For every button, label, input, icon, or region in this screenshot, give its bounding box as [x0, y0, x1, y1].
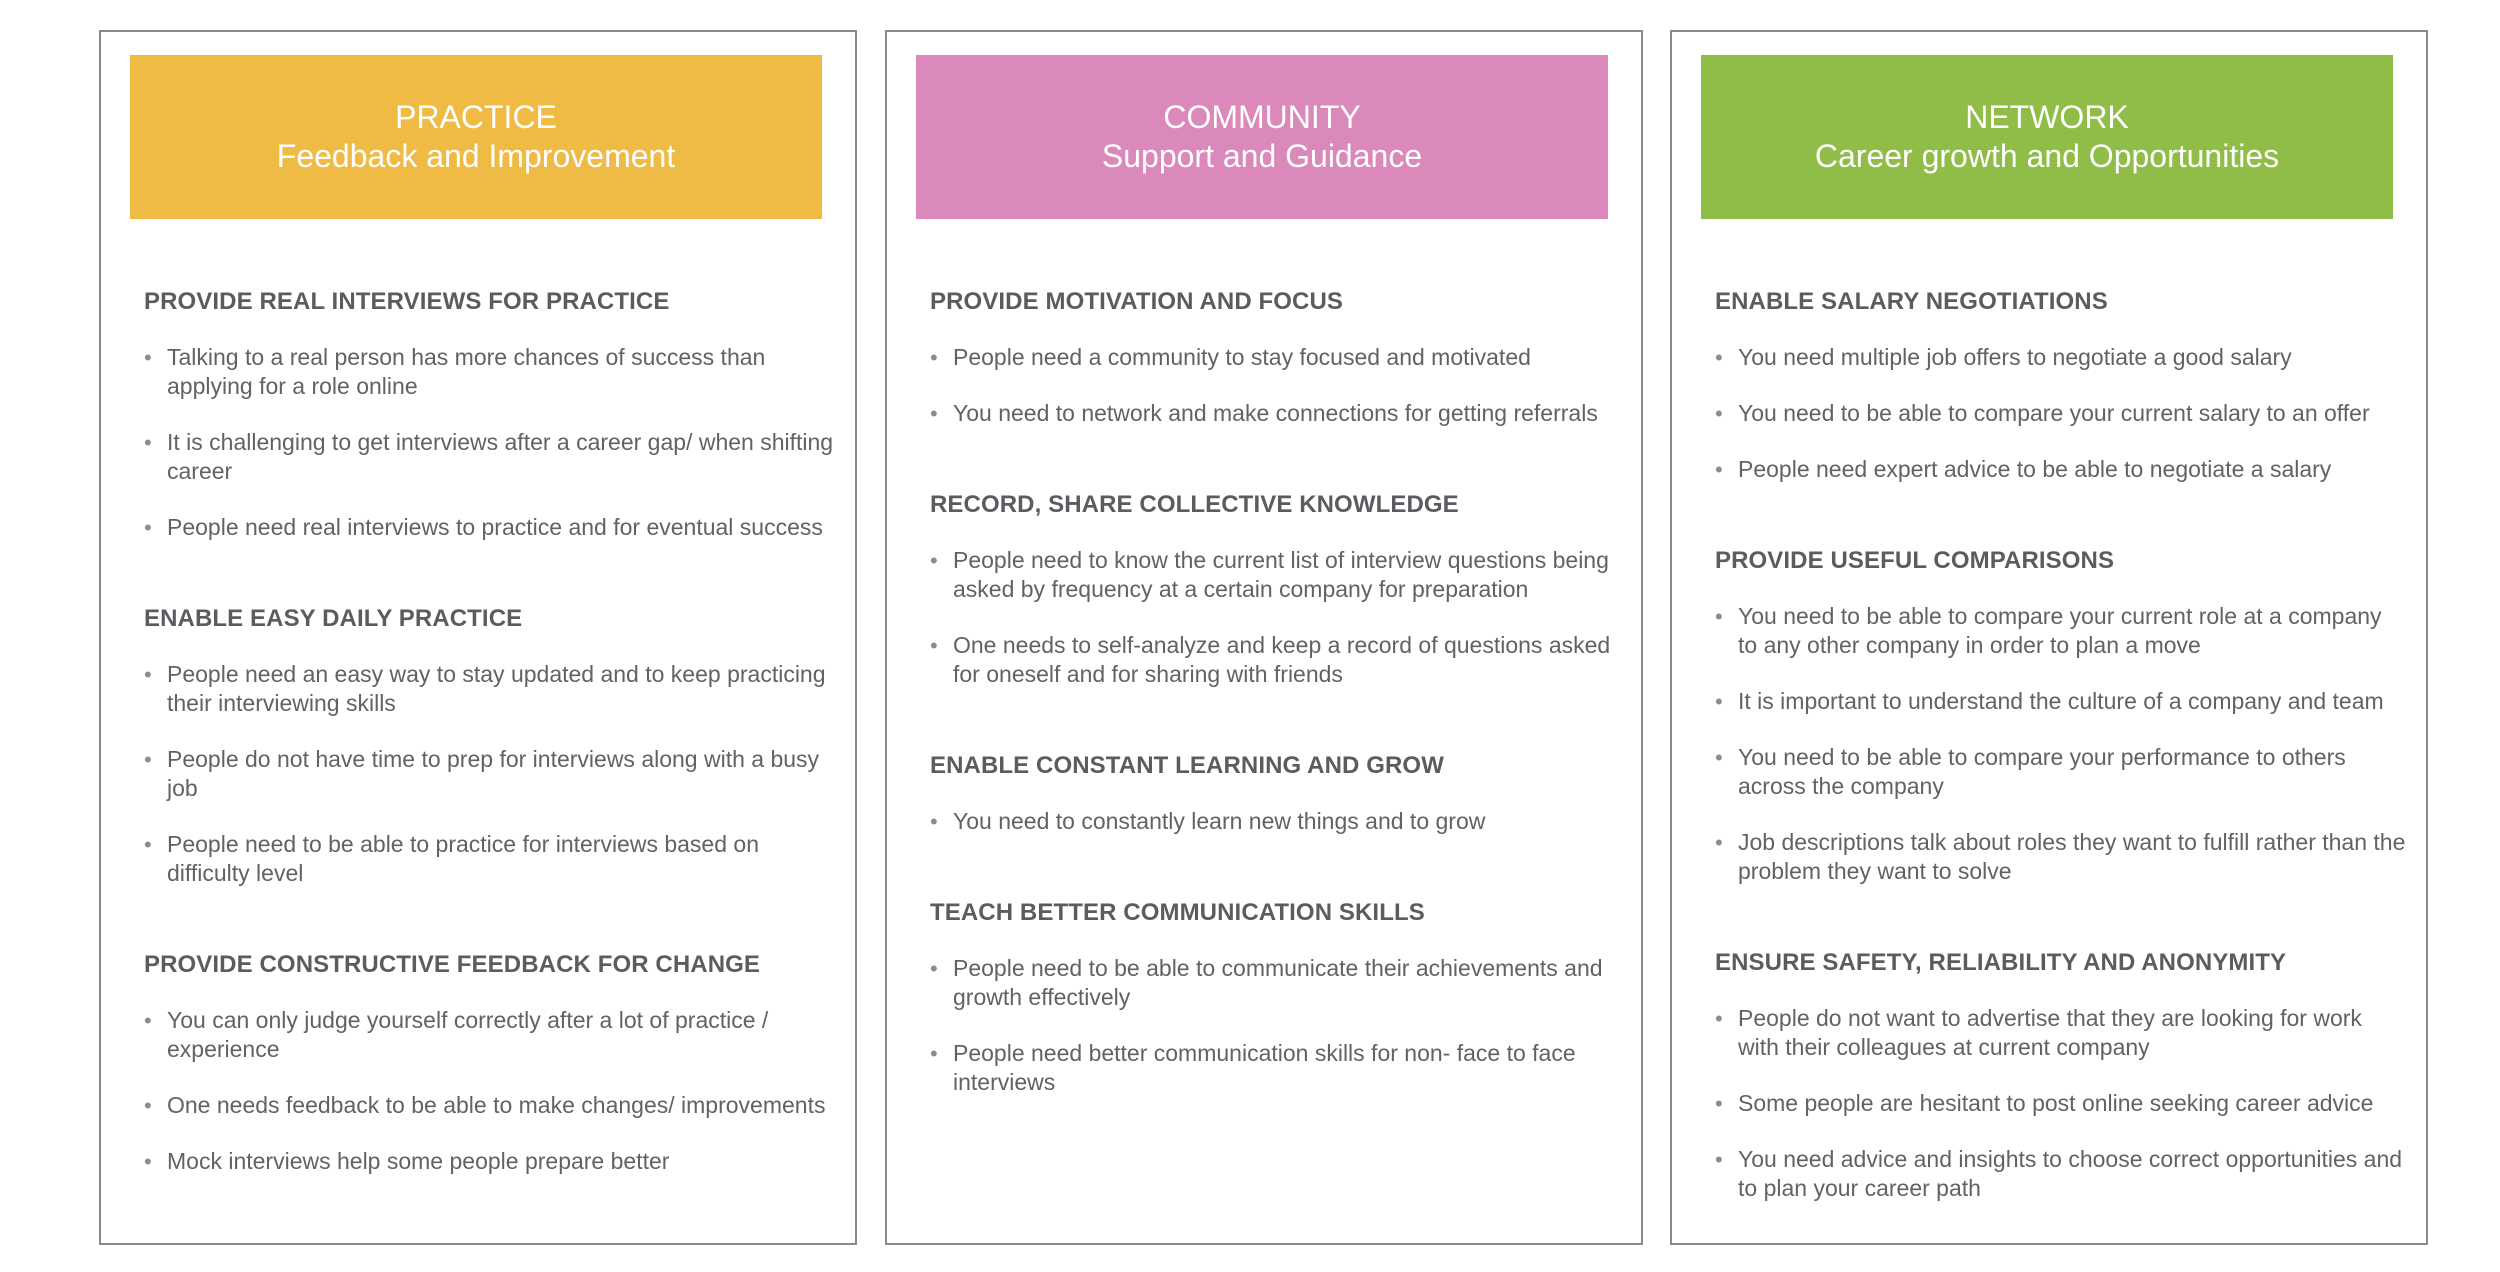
bullet-item	[1715, 828, 2406, 886]
bullet-text: Talking to a real person has more chances of success than applying for a role online	[167, 344, 766, 399]
bullet-icon: •	[1715, 345, 1723, 370]
bullet-item	[1715, 743, 2406, 801]
section	[1715, 948, 2406, 1203]
bullet-item	[930, 546, 1621, 604]
bullet-item	[930, 399, 1621, 428]
bullet-text: People need to be able to practice for interviews based on difficulty level	[167, 831, 759, 886]
bullet-icon: •	[144, 430, 152, 455]
bullet-item	[1715, 455, 2406, 484]
practice-banner	[130, 55, 822, 219]
bullet-text: People need to know the current list of interview questions being asked by frequency at a certain company for preparation	[953, 547, 1609, 602]
card-content	[1715, 287, 2406, 1203]
bullet-text: People need a community to stay focused and motivated	[953, 344, 1531, 370]
section	[144, 950, 835, 1176]
bullet-list	[930, 343, 1621, 428]
bullet-item	[144, 745, 835, 803]
bullet-text: You need to network and make connections for getting referrals	[953, 400, 1598, 426]
bullet-icon: •	[1715, 457, 1723, 482]
bullet-text: You need to be able to compare your current role at a company to any other company in order to plan a move	[1738, 603, 2382, 658]
bullet-icon: •	[144, 345, 152, 370]
bullet-icon: •	[1715, 830, 1723, 855]
bullet-text: Mock interviews help some people prepare better	[167, 1148, 670, 1174]
bullet-item	[1715, 343, 2406, 372]
bullet-icon: •	[1715, 1091, 1723, 1116]
bullet-item	[144, 513, 835, 542]
bullet-list	[144, 1006, 835, 1176]
bullet-item	[144, 343, 835, 401]
bullet-item	[1715, 687, 2406, 716]
bullet-text: People need better communication skills for non- face to face interviews	[953, 1040, 1576, 1095]
card-content	[144, 287, 835, 1176]
section	[1715, 546, 2406, 886]
bullet-text: You need to constantly learn new things and to grow	[953, 808, 1486, 834]
bullet-icon: •	[930, 809, 938, 834]
bullet-text: People do not have time to prep for interviews along with a busy job	[167, 746, 820, 801]
card-title: NETWORK	[1965, 99, 2129, 135]
card-subtitle: Career growth and Opportunities	[1814, 138, 2280, 174]
bullet-text: You need to be able to compare your current salary to an offer	[1738, 400, 2370, 426]
card-subtitle: Feedback and Improvement	[276, 138, 676, 174]
section-heading: ENSURE SAFETY, RELIABILITY AND ANONYMITY	[1715, 949, 2287, 976]
section-heading: PROVIDE CONSTRUCTIVE FEEDBACK FOR CHANGE	[144, 951, 761, 978]
bullet-text: It is important to understand the culture of a company and team	[1738, 688, 2384, 714]
bullet-list	[1715, 602, 2406, 886]
bullet-text: People need to be able to communicate their achievements and growth effectively	[953, 955, 1603, 1010]
section	[930, 287, 1621, 428]
bullet-icon: •	[144, 747, 152, 772]
bullet-text: You need multiple job offers to negotiate a good salary	[1738, 344, 2292, 370]
bullet-item	[1715, 602, 2406, 660]
bullet-icon: •	[1715, 745, 1723, 770]
bullet-item	[144, 1091, 835, 1120]
bullet-item	[930, 807, 1621, 836]
section	[930, 751, 1621, 836]
bullet-list	[144, 343, 835, 542]
bullet-text: It is challenging to get interviews after a career gap/ when shifting career	[167, 429, 834, 484]
bullet-list	[930, 807, 1621, 836]
section-heading: ENABLE EASY DAILY PRACTICE	[144, 605, 523, 632]
bullet-item	[144, 1147, 835, 1176]
bullet-text: People do not want to advertise that they are looking for work with their colleagues at current company	[1738, 1005, 2362, 1060]
practice-card	[99, 30, 857, 1245]
bullet-icon: •	[1715, 401, 1723, 426]
bullet-item	[144, 428, 835, 486]
bullet-text: Job descriptions talk about roles they want to fulfill rather than the problem they want to solve	[1738, 829, 2406, 884]
bullet-text: People need real interviews to practice and for eventual success	[167, 514, 823, 540]
bullet-icon: •	[930, 548, 938, 573]
bullet-icon: •	[144, 662, 152, 687]
bullet-icon: •	[930, 633, 938, 658]
bullet-list	[1715, 343, 2406, 484]
bullet-icon: •	[930, 956, 938, 981]
bullet-text: One needs to self-analyze and keep a record of questions asked for oneself and for sharing with friends	[953, 632, 1611, 687]
section	[144, 287, 835, 542]
bullet-icon: •	[1715, 689, 1723, 714]
section	[144, 604, 835, 888]
card-title: PRACTICE	[395, 99, 557, 135]
bullet-icon: •	[144, 515, 152, 540]
bullet-text: Some people are hesitant to post online seeking career advice	[1738, 1090, 2374, 1116]
card-content	[930, 287, 1621, 1097]
bullet-item	[930, 343, 1621, 372]
network-banner	[1701, 55, 2393, 219]
section-heading: PROVIDE USEFUL COMPARISONS	[1715, 547, 2115, 574]
community-card	[885, 30, 1643, 1245]
bullet-list	[1715, 1004, 2406, 1203]
bullet-icon: •	[144, 1149, 152, 1174]
bullet-icon: •	[1715, 604, 1723, 629]
card-subtitle: Support and Guidance	[1101, 138, 1423, 174]
bullet-item	[1715, 1089, 2406, 1118]
bullet-icon: •	[1715, 1147, 1723, 1172]
card-title: COMMUNITY	[1163, 99, 1361, 135]
bullet-text: You need advice and insights to choose correct opportunities and to plan your career path	[1738, 1146, 2403, 1201]
bullet-item	[144, 830, 835, 888]
bullet-icon: •	[144, 1093, 152, 1118]
bullet-icon: •	[930, 1041, 938, 1066]
section-heading: PROVIDE MOTIVATION AND FOCUS	[930, 288, 1344, 315]
bullet-icon: •	[144, 832, 152, 857]
section-heading: ENABLE SALARY NEGOTIATIONS	[1715, 288, 2108, 315]
bullet-item	[144, 1006, 835, 1064]
bullet-list	[144, 660, 835, 888]
network-card	[1670, 30, 2428, 1245]
section	[1715, 287, 2406, 484]
bullet-text: You can only judge yourself correctly after a lot of practice / experience	[167, 1007, 769, 1062]
bullet-icon: •	[930, 401, 938, 426]
section-heading: PROVIDE REAL INTERVIEWS FOR PRACTICE	[144, 288, 670, 315]
bullet-icon: •	[144, 1008, 152, 1033]
section-heading: TEACH BETTER COMMUNICATION SKILLS	[930, 899, 1425, 926]
bullet-item	[1715, 1004, 2406, 1062]
bullet-item	[930, 954, 1621, 1012]
bullet-item	[1715, 1145, 2406, 1203]
bullet-text: People need an easy way to stay updated and to keep practicing their interviewing skills	[167, 661, 826, 716]
bullet-icon: •	[930, 345, 938, 370]
bullet-list	[930, 954, 1621, 1097]
bullet-text: You need to be able to compare your performance to others across the company	[1738, 744, 2346, 799]
section-heading: ENABLE CONSTANT LEARNING AND GROW	[930, 752, 1444, 779]
bullet-item	[930, 631, 1621, 689]
community-banner	[916, 55, 1608, 219]
bullet-item	[144, 660, 835, 718]
bullet-icon: •	[1715, 1006, 1723, 1031]
section	[930, 898, 1621, 1097]
bullet-text: People need expert advice to be able to negotiate a salary	[1738, 456, 2332, 482]
section-heading: RECORD, SHARE COLLECTIVE KNOWLEDGE	[930, 491, 1459, 518]
bullet-text: One needs feedback to be able to make changes/ improvements	[167, 1092, 826, 1118]
bullet-item	[930, 1039, 1621, 1097]
bullet-item	[1715, 399, 2406, 428]
bullet-list	[930, 546, 1621, 689]
section	[930, 490, 1621, 689]
